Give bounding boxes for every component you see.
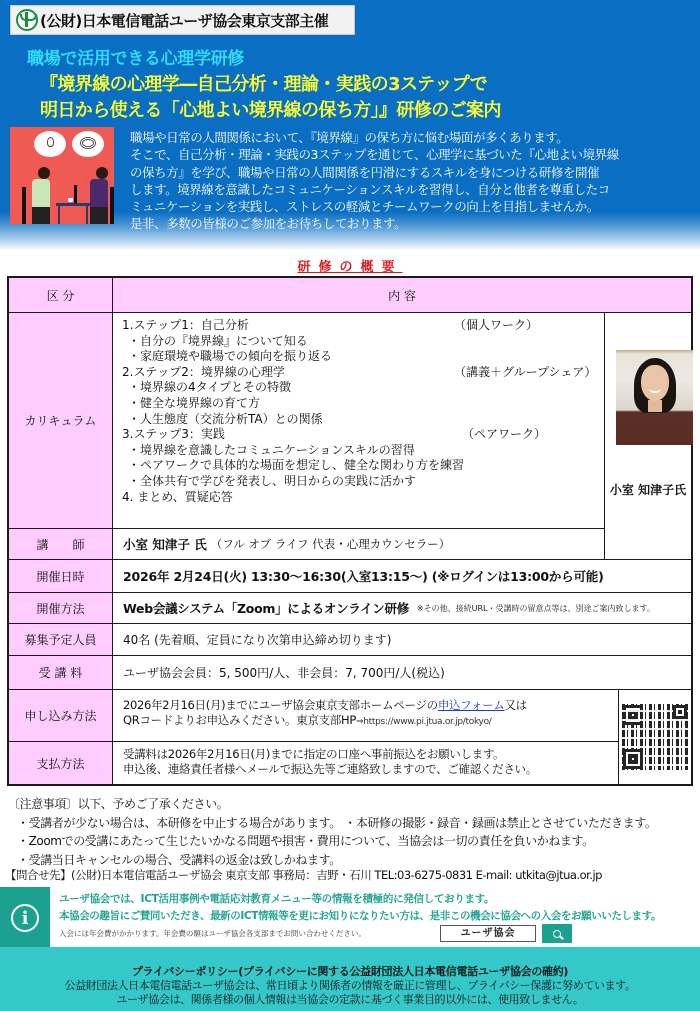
lecturer-label: 講 師 [9, 529, 113, 560]
fee-value: ユーザ協会会員：5, 500円/人、非会員：7, 700円/人(税込) [113, 656, 691, 690]
info-line-2: 本協会の趣旨にご賛同いただき、最新のICT情報等を更にお知りになりたい方は、是非この機会に協会への入会をお願いいたします。 [59, 910, 662, 922]
payment-value: 受講料は2026年2月16日(月)までに指定の口座へ事前振込をお願いします。 申込後、連絡責任者様へメールで振込先等ご連絡致しますので、ご確認ください。 [113, 742, 619, 784]
person-head-icon [96, 167, 108, 179]
datetime-label: 開催日時 [9, 560, 113, 593]
info-panel [0, 887, 50, 949]
curriculum-item: ・健全な境界線の育て方 [128, 395, 261, 410]
curriculum-item: ・ペアワークで具体的な場面を想定し、健全な関わり方を練習 [128, 458, 465, 473]
curriculum-item: 4. まとめ、質疑応答 [122, 489, 233, 504]
curriculum-content [113, 313, 605, 529]
info-icon: i [11, 904, 39, 932]
organization-logo-icon [16, 9, 38, 31]
method-value: Web会議システム「Zoom」によるオンライン研修 ※その他、接続URL・受講時の留意点等は、別途ご案内致します。 [113, 593, 691, 624]
title-line-2: 明日から使える「心地よい境界線の保ち方」』研修のご案内 [40, 100, 501, 121]
curriculum-item: ・境界線の4タイプとその特徴 [128, 380, 292, 395]
curriculum-item: ・人生態度（交流分析TA）との関係 [128, 411, 323, 426]
curriculum-item: 3.ステップ3：実践 （ペアワーク） [122, 427, 547, 442]
curriculum-label: カリキュラム [9, 313, 113, 529]
payment-label: 支払方法 [9, 742, 113, 784]
qr-code-cell [619, 690, 691, 784]
lightbulb-icon [47, 137, 54, 147]
subtitle: 職場で活用できる心理学研修 [27, 49, 245, 69]
person-head-icon [38, 167, 50, 179]
header-category: 区 分 [9, 278, 113, 313]
fee-label: 受 講 料 [9, 656, 113, 690]
info-line-1: ユーザ協会では、ICT活用事例や電話応対教育メニュー等の情報を積極的に発信しております。 [59, 893, 495, 905]
privacy-line: 公益財団法人日本電信電話ユーザ協会は、常日頃より関係者の情報を厳正に管理し、プライバシー保護に努めています。 [64, 979, 636, 992]
capacity-label: 募集予定人員 [9, 624, 113, 656]
organizer-badge [10, 5, 355, 35]
curriculum-item: 1.ステップ1：自己分析 （個人ワーク） [122, 318, 539, 332]
search-input[interactable]: ユーザ協会 [440, 925, 536, 942]
note-item: ・受講当日キャンセルの場合、受講料の返金は致しかねます。 [17, 852, 341, 867]
notes-heading: 〔注意事項〕以下、予めご了承ください。 [8, 797, 229, 811]
datetime-value: 2026年 2月24日(火) 13:30～16:30(入室13:15～) (※ログインは13:00から可能) [113, 560, 691, 593]
application-label: 申し込み方法 [9, 690, 113, 742]
photo-caption: 小室 知津子氏 [609, 483, 687, 497]
curriculum-item: ・自分の『境界線』について知る [128, 333, 308, 348]
qr-code-icon[interactable] [622, 704, 688, 770]
cup-icon [68, 198, 73, 202]
section-title: 研修の概要 [297, 260, 403, 275]
intro-text: 職場や日常の人間関係において、『境界線』の保ち方に悩む場面が多くあります。 そこで、自己分析・理論・実践の3ステップを通じて、心理学に基づいた『心地よい境界線 の保ち方』を学び、職場や日常の人間関係を円滑にするスキルを身につける研修を開催 します。境界線を意識したコミュニケーションスキルを習得し、自分と他者を尊重したコ ミュニケーションを実践し、ストレスの軽減とチームワークの向上を目指しませんか。 是非、多数の皆様のご参加をお待ちしております。 [130, 130, 619, 232]
notes-section [8, 795, 657, 869]
privacy-line: ユーザ協会は、関係者様の個人情報は当協会の定款に基づく事業目的以外には、使用致しません。 [116, 993, 584, 1006]
privacy-policy [0, 947, 700, 1011]
curriculum-item: ・全体共有で学びを発表し、明日からの実践に活かす [128, 473, 417, 488]
tangled-thought-icon [80, 137, 96, 149]
speech-bubble-icon [72, 131, 104, 157]
search-button[interactable] [542, 924, 572, 943]
search-icon [553, 930, 561, 938]
hero-banner [0, 0, 700, 250]
speech-bubble-icon [34, 131, 66, 157]
header-content: 内 容 [113, 278, 691, 313]
info-line-3: 入会には年会費がかかります。年会費の額はユーザ協会各支部までお問い合わせください。 [59, 929, 366, 938]
contact-info: 【問合せ先】(公財)日本電信電話ユーザ協会 東京支部 事務局：吉野・石川 TEL:03-6275-0831 E-mail: utkita@jtua.or.jp [5, 868, 602, 882]
lecturer-value: 小室 知津子 氏 （フル オブ ライフ 代表・心理カウンセラー） [113, 529, 605, 560]
overview-table [7, 276, 693, 786]
method-note: ※その他、接続URL・受講時の留意点等は、別途ご案内致します。 [416, 603, 655, 613]
method-label: 開催方法 [9, 593, 113, 624]
application-value: 2026年2月16日(月)までにユーザ協会東京支部ホームページの申込フォーム又は QRコードよりお申込みください。東京支部HP⇒https://www.pi.jtua.or.jp/tokyo/ [113, 690, 619, 742]
curriculum-item: ・境界線を意識したコミュニケーションスキルの習得 [128, 442, 415, 457]
laptop-icon [74, 185, 77, 203]
application-form-link[interactable]: 申込フォーム [437, 698, 505, 712]
lecturer-photo [616, 350, 693, 445]
homepage-url-link[interactable]: ⇒https://www.pi.jtua.or.jp/tokyo/ [356, 717, 492, 727]
organizer-text: (公財)日本電信電話ユーザ協会東京支部主催 [40, 11, 329, 30]
lecturer-photo-cell [605, 313, 691, 560]
note-item: ・受講者が少ない場合は、本研修を中止する場合があります。 ・本研修の撮影・録音・録画は禁止とさせていただきます。 [17, 815, 657, 830]
counseling-illustration [10, 127, 114, 224]
note-item: ・Zoomでの受講にあたって生じたいかなる問題や損害・費用について、当協会は一切の責任を負いかねます。 [17, 834, 594, 848]
curriculum-item: 2.ステップ2：境界線の心理学 （講義＋グループシェア） [122, 364, 597, 379]
capacity-value: 40名 (先着順、定員になり次第申込締め切ります) [113, 624, 691, 656]
title-line-1: 『境界線の心理学―自己分析・理論・実践の3ステップで [40, 74, 488, 95]
curriculum-item: ・家庭環境や職場での傾向を振り返る [128, 349, 333, 364]
privacy-heading: プライバシーポリシー(プライバシーに関する公益財団法人日本電信電話ユーザ協会の確約) [131, 965, 569, 978]
